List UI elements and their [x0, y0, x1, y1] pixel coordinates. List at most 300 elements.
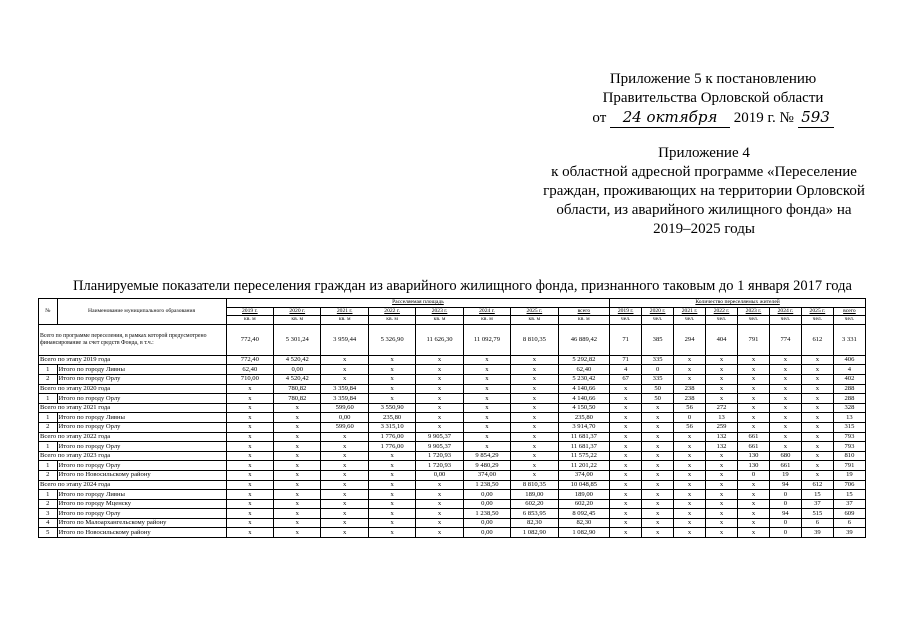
table-body [39, 324, 866, 537]
area-value-cell: x [321, 374, 368, 384]
people-value-cell: x [738, 490, 770, 500]
area-value-cell: 4 140,66 [558, 384, 610, 394]
people-value-cell: x [738, 422, 770, 432]
people-value-cell: x [801, 394, 833, 404]
row-number: 2 [39, 422, 58, 432]
people-value-cell: x [674, 470, 706, 480]
people-value-cell: x [610, 413, 642, 423]
table-row [39, 432, 866, 442]
people-value-cell: x [738, 365, 770, 375]
area-value-cell: x [321, 509, 368, 519]
people-value-cell: x [642, 461, 674, 471]
area-value-cell: 772,40 [226, 355, 273, 365]
people-value-cell: x [642, 442, 674, 452]
col-header-name: Наименование муниципального образования [57, 299, 226, 325]
table-row [39, 480, 866, 490]
row-name: Итого по городу Ливны [57, 413, 226, 423]
people-value-cell: x [610, 394, 642, 404]
people-value-cell: 132 [706, 432, 738, 442]
people-value-cell: x [674, 480, 706, 490]
appendix-line3: граждан, проживающих на территории Орловской [543, 183, 865, 199]
area-value-cell: 0,00 [463, 490, 510, 500]
area-value-cell: x [416, 394, 463, 404]
area-value-cell: x [274, 461, 321, 471]
area-value-cell: x [416, 355, 463, 365]
people-value-cell: x [706, 470, 738, 480]
people-value-cell: x [610, 384, 642, 394]
area-value-cell: x [511, 394, 558, 404]
people-value-cell: x [642, 470, 674, 480]
people-value-cell: x [642, 528, 674, 538]
people-value-cell: 680 [769, 451, 801, 461]
people-value-cell: 0 [769, 528, 801, 538]
area-value-cell: x [226, 432, 273, 442]
people-value-cell: x [674, 509, 706, 519]
row-name: Итого по городу Орлу [57, 509, 226, 519]
people-value-cell: x [769, 432, 801, 442]
area-value-cell: x [274, 499, 321, 509]
row-name: Итого по городу Орлу [57, 374, 226, 384]
area-value-cell: x [321, 432, 368, 442]
area-value-cell: x [321, 470, 368, 480]
people-value-cell: 385 [642, 324, 674, 355]
area-value-cell: x [368, 480, 415, 490]
area-value-cell: x [416, 365, 463, 375]
people-value-cell: x [801, 355, 833, 365]
handwritten-date: 24 октября [610, 108, 730, 128]
resettlement-table [38, 298, 866, 538]
people-value-cell: 0 [769, 518, 801, 528]
document-title: Планируемые показатели переселения граждан из аварийного жилищного фонда, признанного таковым до 1 января 2017 года [73, 278, 852, 294]
people-value-cell: x [738, 528, 770, 538]
people-value-cell: x [642, 480, 674, 490]
people-value-cell: x [769, 442, 801, 452]
people-value-cell: x [801, 432, 833, 442]
table-row [39, 518, 866, 528]
area-value-cell: x [226, 480, 273, 490]
area-value-cell: 82,30 [558, 518, 610, 528]
people-value-cell: 0 [769, 499, 801, 509]
table-row [39, 413, 866, 423]
area-value-cell: 5 292,82 [558, 355, 610, 365]
people-value-cell: x [674, 355, 706, 365]
people-value-cell: x [610, 461, 642, 471]
area-value-cell: x [274, 432, 321, 442]
people-value-cell: 15 [833, 490, 865, 500]
table-row [39, 528, 866, 538]
area-value-cell: 0,00 [463, 528, 510, 538]
stage-total-name: Всего по этапу 2024 года [39, 480, 227, 490]
people-unit-header: чел. [706, 316, 738, 325]
program-appendix-header [539, 144, 869, 239]
area-value-cell: x [416, 384, 463, 394]
area-value-cell: x [416, 480, 463, 490]
area-value-cell: 189,00 [558, 490, 610, 500]
people-year-header: 2023 г. [738, 307, 770, 316]
people-value-cell: 37 [801, 499, 833, 509]
handwritten-number: 593 [798, 108, 834, 128]
area-value-cell: x [274, 413, 321, 423]
area-value-cell: x [321, 461, 368, 471]
people-value-cell: x [642, 518, 674, 528]
people-value-cell: 406 [833, 355, 865, 365]
row-name: Итого по городу Орлу [57, 461, 226, 471]
row-number: 1 [39, 461, 58, 471]
area-value-cell: x [463, 442, 510, 452]
people-value-cell: x [610, 518, 642, 528]
area-value-cell: x [368, 394, 415, 404]
row-name: Итого по городу Ливны [57, 365, 226, 375]
appendix-line5: 2019–2025 годы [653, 221, 755, 237]
area-value-cell: 0,00 [463, 499, 510, 509]
area-value-cell: 11 201,22 [558, 461, 610, 471]
table-row [39, 355, 866, 365]
area-value-cell: x [511, 355, 558, 365]
area-value-cell: 235,80 [368, 413, 415, 423]
area-value-cell: 62,40 [558, 365, 610, 375]
people-value-cell: x [642, 432, 674, 442]
area-value-cell: 11 092,79 [463, 324, 510, 355]
people-value-cell: x [801, 442, 833, 452]
table-row [39, 442, 866, 452]
area-value-cell: 46 889,42 [558, 324, 610, 355]
area-value-cell: 374,00 [463, 470, 510, 480]
people-value-cell: x [738, 355, 770, 365]
resolution-header [563, 70, 863, 128]
area-value-cell: x [274, 442, 321, 452]
people-year-header: 2022 г. [706, 307, 738, 316]
area-value-cell: x [416, 490, 463, 500]
area-value-cell: 5 326,90 [368, 324, 415, 355]
area-value-cell: x [321, 442, 368, 452]
area-value-cell: 3 315,10 [368, 422, 415, 432]
area-value-cell: 599,60 [321, 422, 368, 432]
people-value-cell: 56 [674, 422, 706, 432]
area-value-cell: 3 914,70 [558, 422, 610, 432]
area-value-cell: 1 238,50 [463, 509, 510, 519]
table-row [39, 499, 866, 509]
people-value-cell: 810 [833, 451, 865, 461]
people-value-cell: 661 [769, 461, 801, 471]
ref-year: 2019 г. № [733, 110, 794, 126]
people-value-cell: x [610, 490, 642, 500]
area-value-cell: x [226, 413, 273, 423]
area-value-cell: x [321, 499, 368, 509]
area-value-cell: x [274, 509, 321, 519]
table-row [39, 374, 866, 384]
people-value-cell: 6 [801, 518, 833, 528]
row-name: Итого по городу Ливны [57, 490, 226, 500]
area-value-cell: 374,00 [558, 470, 610, 480]
group-header-area: Расселяемая площадь [226, 299, 610, 308]
area-year-header: 2025 г. [511, 307, 558, 316]
area-value-cell: 11 681,37 [558, 442, 610, 452]
area-value-cell: 0,00 [416, 470, 463, 480]
area-year-header: 2020 г. [274, 307, 321, 316]
people-value-cell: 0 [769, 490, 801, 500]
people-value-cell: 15 [801, 490, 833, 500]
area-value-cell: x [511, 432, 558, 442]
people-value-cell: x [769, 384, 801, 394]
stage-total-name: Всего по этапу 2020 года [39, 384, 227, 394]
people-value-cell: x [706, 528, 738, 538]
area-value-cell: 1 720,93 [416, 461, 463, 471]
people-value-cell: x [674, 499, 706, 509]
area-value-cell: 3 550,90 [368, 403, 415, 413]
people-value-cell: 404 [706, 324, 738, 355]
area-value-cell: x [274, 490, 321, 500]
people-value-cell: x [642, 403, 674, 413]
people-value-cell: x [738, 509, 770, 519]
people-value-cell: x [769, 413, 801, 423]
area-value-cell: 599,60 [321, 403, 368, 413]
area-value-cell: 1 082,90 [511, 528, 558, 538]
area-unit-header: кв. м [274, 316, 321, 325]
people-value-cell: 6 [833, 518, 865, 528]
area-value-cell: x [511, 384, 558, 394]
area-value-cell: x [368, 528, 415, 538]
people-value-cell: x [769, 394, 801, 404]
area-value-cell: x [511, 403, 558, 413]
people-value-cell: x [706, 518, 738, 528]
people-value-cell: x [610, 499, 642, 509]
area-value-cell: 3 359,84 [321, 394, 368, 404]
people-value-cell: x [674, 490, 706, 500]
area-value-cell: x [368, 499, 415, 509]
area-value-cell: 8 810,35 [511, 480, 558, 490]
people-value-cell: 71 [610, 355, 642, 365]
area-value-cell: x [368, 365, 415, 375]
area-year-header: всего [558, 307, 610, 316]
people-value-cell: 335 [642, 374, 674, 384]
area-value-cell: 1 720,93 [416, 451, 463, 461]
area-value-cell: 82,30 [511, 518, 558, 528]
row-number: 1 [39, 413, 58, 423]
people-value-cell: x [769, 365, 801, 375]
table-row [39, 365, 866, 375]
row-number: 3 [39, 509, 58, 519]
table-row [39, 324, 866, 355]
people-value-cell: x [706, 480, 738, 490]
area-value-cell: x [463, 432, 510, 442]
table-row [39, 470, 866, 480]
area-value-cell: x [416, 528, 463, 538]
area-value-cell: x [463, 384, 510, 394]
people-value-cell: x [738, 403, 770, 413]
people-value-cell: 774 [769, 324, 801, 355]
area-value-cell: 8 810,35 [511, 324, 558, 355]
area-value-cell: x [511, 461, 558, 471]
table-row [39, 394, 866, 404]
people-value-cell: x [642, 499, 674, 509]
people-year-header: 2019 г. [610, 307, 642, 316]
appendix-line2: к областной адресной программе «Переселение [551, 164, 857, 180]
area-value-cell: 1 238,50 [463, 480, 510, 490]
people-value-cell: x [642, 451, 674, 461]
area-value-cell: x [463, 413, 510, 423]
people-unit-header: чел. [769, 316, 801, 325]
area-unit-header: кв. м [558, 316, 610, 325]
people-value-cell: x [738, 374, 770, 384]
people-value-cell: x [642, 422, 674, 432]
people-value-cell: x [801, 451, 833, 461]
people-value-cell: 71 [610, 324, 642, 355]
resolution-line1: Приложение 5 к постановлению [609, 71, 817, 87]
people-value-cell: 791 [833, 461, 865, 471]
area-unit-header: кв. м [511, 316, 558, 325]
people-value-cell: x [642, 490, 674, 500]
people-value-cell: x [610, 442, 642, 452]
people-value-cell: 67 [610, 374, 642, 384]
resolution-line2: Правительства Орловской области [602, 90, 824, 106]
area-value-cell: x [463, 403, 510, 413]
people-value-cell: 4 [833, 365, 865, 375]
area-value-cell: x [368, 451, 415, 461]
area-value-cell: 4 520,42 [274, 355, 321, 365]
people-value-cell: x [738, 394, 770, 404]
people-unit-header: чел. [610, 316, 642, 325]
area-value-cell: x [511, 422, 558, 432]
people-value-cell: x [706, 355, 738, 365]
area-value-cell: 10 048,85 [558, 480, 610, 490]
people-value-cell: x [610, 528, 642, 538]
people-value-cell: 37 [833, 499, 865, 509]
stage-total-name: Всего по этапу 2021 года [39, 403, 227, 413]
people-value-cell: 0 [642, 365, 674, 375]
col-header-number: № [39, 299, 58, 325]
people-value-cell: 612 [801, 480, 833, 490]
area-unit-header: кв. м [463, 316, 510, 325]
people-value-cell: 288 [833, 384, 865, 394]
area-value-cell: x [416, 403, 463, 413]
people-value-cell: x [738, 518, 770, 528]
people-value-cell: x [801, 403, 833, 413]
area-value-cell: x [368, 384, 415, 394]
people-value-cell: x [706, 509, 738, 519]
people-value-cell: 56 [674, 403, 706, 413]
row-number: 2 [39, 499, 58, 509]
people-value-cell: 791 [738, 324, 770, 355]
people-value-cell: 19 [833, 470, 865, 480]
people-value-cell: x [674, 461, 706, 471]
area-value-cell: 9 480,29 [463, 461, 510, 471]
area-value-cell: x [511, 374, 558, 384]
people-value-cell: x [801, 470, 833, 480]
people-value-cell: 706 [833, 480, 865, 490]
people-value-cell: x [769, 374, 801, 384]
area-value-cell: x [274, 422, 321, 432]
area-value-cell: x [511, 470, 558, 480]
people-value-cell: x [801, 374, 833, 384]
resolution-ref-line [563, 108, 863, 128]
area-year-header: 2022 г. [368, 307, 415, 316]
area-value-cell: x [416, 499, 463, 509]
people-value-cell: x [801, 461, 833, 471]
area-value-cell: x [226, 490, 273, 500]
people-value-cell: 94 [769, 509, 801, 519]
people-value-cell: 19 [769, 470, 801, 480]
people-value-cell: x [801, 413, 833, 423]
area-value-cell: x [321, 451, 368, 461]
area-value-cell: x [321, 528, 368, 538]
people-value-cell: x [610, 451, 642, 461]
area-value-cell: x [463, 394, 510, 404]
table-row [39, 422, 866, 432]
stage-total-name: Всего по этапу 2019 года [39, 355, 227, 365]
area-value-cell: x [321, 480, 368, 490]
area-value-cell: x [463, 422, 510, 432]
area-value-cell: 1 082,90 [558, 528, 610, 538]
people-value-cell: x [674, 528, 706, 538]
group-header-people: Количество переселяемых жителей [610, 299, 866, 308]
area-value-cell: 1 776,00 [368, 432, 415, 442]
area-value-cell: x [274, 403, 321, 413]
area-value-cell: 772,40 [226, 324, 273, 355]
row-number: 2 [39, 470, 58, 480]
row-name: Итого по Малоархангельскому району [57, 518, 226, 528]
area-value-cell: 5 230,42 [558, 374, 610, 384]
area-value-cell: 602,20 [511, 499, 558, 509]
people-year-header: всего [833, 307, 865, 316]
people-year-header: 2020 г. [642, 307, 674, 316]
people-value-cell: x [801, 365, 833, 375]
row-number: 1 [39, 394, 58, 404]
people-value-cell: 132 [706, 442, 738, 452]
row-name: Итого по Новосильскому району [57, 528, 226, 538]
area-value-cell: 0,00 [463, 518, 510, 528]
people-value-cell: 238 [674, 384, 706, 394]
people-value-cell: 793 [833, 432, 865, 442]
area-value-cell: x [274, 480, 321, 490]
area-value-cell: x [368, 461, 415, 471]
area-value-cell: x [416, 518, 463, 528]
people-value-cell: 3 331 [833, 324, 865, 355]
row-name: Итого по Новосильскому району [57, 470, 226, 480]
people-value-cell: x [738, 413, 770, 423]
area-value-cell: x [511, 365, 558, 375]
area-value-cell: x [463, 355, 510, 365]
appendix-line1: Приложение 4 [658, 145, 750, 161]
people-value-cell: x [610, 509, 642, 519]
area-value-cell: x [416, 374, 463, 384]
table-row [39, 490, 866, 500]
row-name: Итого по городу Мценску [57, 499, 226, 509]
people-value-cell: 13 [706, 413, 738, 423]
area-value-cell: 9 854,29 [463, 451, 510, 461]
people-value-cell: 661 [738, 442, 770, 452]
area-value-cell: x [226, 470, 273, 480]
area-value-cell: 0,00 [321, 413, 368, 423]
area-value-cell: 11 575,22 [558, 451, 610, 461]
people-value-cell: 515 [801, 509, 833, 519]
people-value-cell: x [706, 499, 738, 509]
people-unit-header: чел. [674, 316, 706, 325]
area-value-cell: x [511, 451, 558, 461]
people-value-cell: x [610, 422, 642, 432]
people-value-cell: 0 [674, 413, 706, 423]
area-value-cell: x [274, 451, 321, 461]
area-value-cell: x [368, 355, 415, 365]
people-value-cell: x [674, 518, 706, 528]
row-number: 1 [39, 442, 58, 452]
people-value-cell: 294 [674, 324, 706, 355]
area-value-cell: x [368, 509, 415, 519]
people-value-cell: 0 [738, 470, 770, 480]
area-value-cell: x [321, 490, 368, 500]
area-value-cell: 9 905,37 [416, 442, 463, 452]
area-value-cell: x [226, 384, 273, 394]
area-value-cell: x [226, 442, 273, 452]
